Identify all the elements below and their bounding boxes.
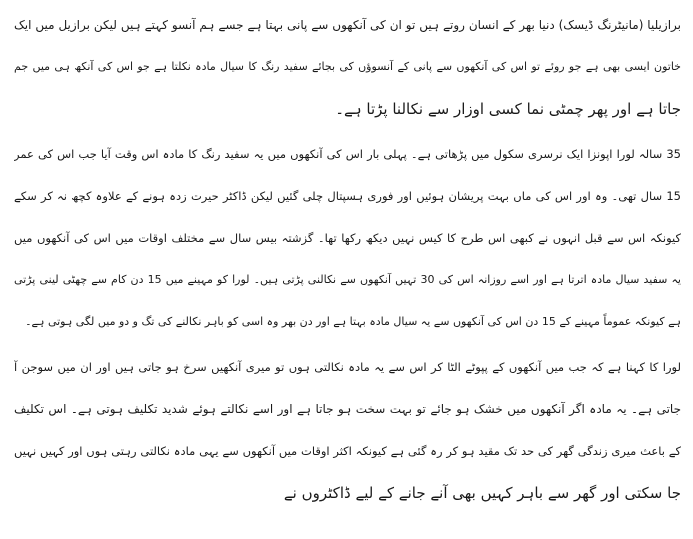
text-line: یہ سفید سیال مادہ اترتا ہے اور اسے روزانہ اس کی 30 تہیں آنکھوں سے نکالنی پڑتی ہیں۔ لورا کو مہینے میں 15 دن کام سے چھٹی لینی پڑتی (14, 273, 681, 286)
text-line: جاتا ہے اور پھر چمٹی نما کسی اوزار سے نکالنا پڑتا ہے۔ (335, 100, 681, 118)
text-line: کے باعث میری زندگی گھر کی حد تک مقید ہو کر رہ گئی ہے کیونکہ اکثر اوقات میں آنکھوں سے یہی مادہ نکالتی رہتی ہوں اور کہیں نہیں (14, 444, 681, 458)
text-line: لورا کا کہنا ہے کہ جب میں آنکھوں کے پپوٹے الٹا کر اس سے یہ مادہ نکالتی ہوں تو میری آنکھیں سرخ ہو جاتی ہیں اور ان میں سوجن آ (14, 360, 681, 374)
text-line: جاتی ہے۔ یہ مادہ اگر آنکھوں میں خشک ہو جائے تو بہت سخت ہو جاتا ہے اور اسے نکالتے ہوئے شدید تکلیف ہوتی ہے۔ اس تکلیف (14, 402, 681, 416)
paragraph-1 (14, 4, 681, 130)
text-line: 15 سال تھی۔ وہ اور اس کی ماں بہت پریشان ہوئیں اور فوری ہسپتال چلی گئیں لیکن ڈاکٹر حیرت زدہ ہونے کے علاوہ کچھ نہ کر سکے (14, 189, 681, 203)
text-line: ہے کیونکہ عموماً مہینے کے 15 دن اس کی آنکھوں سے یہ سیال مادہ بہتا ہے اور دن بھر وہ اسی کو باہر نکالنے کی تگ و دو میں لگی ہوتی ہے۔ (25, 315, 681, 328)
text-line: خاتون ایسی بھی ہے جو روئے تو اس کی آنکھوں سے پانی کے آنسوؤں کی بجائے سفید رنگ کا سیال مادہ نکلتا ہے جو اس کی آنکھ ہی میں جم (14, 60, 681, 73)
text-line: 35 سالہ لورا اپونزا ایک نرسری سکول میں پڑھاتی ہے۔ پہلی بار اس کی آنکھوں میں یہ سفید رنگ کا مادہ اس وقت آیا جب اس کی عمر (14, 147, 681, 161)
text-line: جا سکتی اور گھر سے باہر کہیں بھی آنے جانے کے لیے ڈاکٹروں نے (283, 484, 681, 502)
paragraph-2 (14, 133, 681, 343)
text-line: کیونکہ اس سے قبل انہوں نے کبھی اس طرح کا کیس نہیں دیکھ رکھا تھا۔ گزشتہ بیس سال سے مختلف اوقات میں اس کی آنکھوں میں (14, 231, 681, 245)
paragraph-3 (14, 346, 681, 514)
text-line: برازیلیا (مانیٹرنگ ڈیسک) دنیا بھر کے انسان روتے ہیں تو ان کی آنکھوں سے پانی بہتا ہے جسے ہم آنسو کہتے ہیں لیکن برازیل میں ایک (14, 18, 681, 32)
